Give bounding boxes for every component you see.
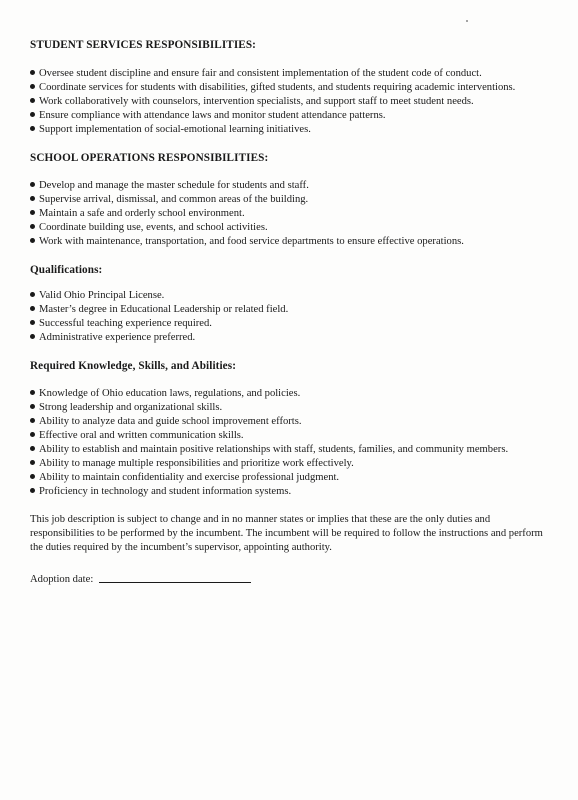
list-item-text: Ability to maintain confidentiality and exercise professional judgment. (39, 472, 340, 483)
knowledge-skills-section (30, 359, 548, 499)
list-item (30, 443, 548, 457)
bullet-icon (30, 292, 35, 297)
list-item (30, 235, 548, 249)
list-item (30, 303, 548, 317)
list-item (30, 81, 548, 95)
document-body (30, 38, 548, 587)
list-item-text: Supervise arrival, dismissal, and common areas of the building. (39, 194, 309, 205)
student-services-section (30, 38, 548, 137)
student-services-list (30, 67, 548, 137)
list-item (30, 221, 548, 235)
list-item (30, 193, 548, 207)
bullet-icon (30, 474, 35, 479)
bullet-icon (30, 404, 35, 409)
bullet-icon (30, 224, 35, 229)
list-item-text: Support implementation of social-emotional learning initiatives. (39, 124, 311, 135)
list-item-text: Coordinate services for students with disabilities, gifted students, and students requiring academic interventions. (39, 82, 516, 93)
section-heading-school-operations: SCHOOL OPERATIONS RESPONSIBILITIES: (30, 152, 269, 164)
disclaimer-paragraph: This job description is subject to change and in no manner states or implies that these are the only duties and responsibilities to be performed by the incumbent. The incumbent will be required to follow the instructions and perform the duties required by the incumbent’s supervisor, appointing authority. (30, 514, 543, 553)
bullet-icon (30, 182, 35, 187)
bullet-icon (30, 432, 35, 437)
list-item (30, 457, 548, 471)
bullet-icon (30, 84, 35, 89)
section-heading-qualifications: Qualifications: (30, 264, 103, 276)
list-item-text: Valid Ohio Principal License. (39, 290, 165, 301)
list-item-text: Maintain a safe and orderly school environment. (39, 208, 245, 219)
list-item-text: Strong leadership and organizational skills. (39, 402, 223, 413)
list-item (30, 207, 548, 221)
list-item-text: Ensure compliance with attendance laws and monitor student attendance patterns. (39, 110, 386, 121)
list-item-text: Oversee student discipline and ensure fair and consistent implementation of the student code of conduct. (39, 68, 482, 79)
bullet-icon (30, 70, 35, 75)
section-heading-student-services: STUDENT SERVICES RESPONSIBILITIES: (30, 39, 257, 51)
list-item (30, 289, 548, 303)
bullet-icon (30, 446, 35, 451)
bullet-icon (30, 126, 35, 131)
bullet-icon (30, 98, 35, 103)
list-item (30, 123, 548, 137)
school-operations-list (30, 179, 548, 249)
list-item-text: Develop and manage the master schedule for students and staff. (39, 180, 309, 191)
bullet-icon (30, 210, 35, 215)
list-item-text: Administrative experience preferred. (39, 332, 196, 343)
list-item-text: Coordinate building use, events, and school activities. (39, 222, 268, 233)
qualifications-list (30, 289, 548, 345)
list-item (30, 387, 548, 401)
scan-speck (466, 20, 468, 22)
section-heading-knowledge-skills: Required Knowledge, Skills, and Abilities: (30, 360, 237, 372)
adoption-date-blank (99, 582, 251, 583)
list-item (30, 95, 548, 109)
list-item (30, 485, 548, 499)
list-item-text: Work with maintenance, transportation, and food service departments to ensure effective operations. (39, 236, 464, 247)
bullet-icon (30, 306, 35, 311)
bullet-icon (30, 320, 35, 325)
list-item (30, 317, 548, 331)
list-item-text: Successful teaching experience required. (39, 318, 212, 329)
list-item-text: Master’s degree in Educational Leadership or related field. (39, 304, 289, 315)
bullet-icon (30, 488, 35, 493)
list-item (30, 415, 548, 429)
bullet-icon (30, 112, 35, 117)
list-item-text: Ability to establish and maintain positive relationships with staff, students, families, and community members. (39, 444, 509, 455)
adoption-date-row (30, 573, 548, 587)
qualifications-section (30, 263, 548, 345)
bullet-icon (30, 238, 35, 243)
bullet-icon (30, 460, 35, 465)
list-item-text: Ability to manage multiple responsibilities and prioritize work effectively. (39, 458, 354, 469)
list-item (30, 401, 548, 415)
list-item-text: Work collaboratively with counselors, intervention specialists, and support staff to meet student needs. (39, 96, 474, 107)
bullet-icon (30, 196, 35, 201)
list-item-text: Proficiency in technology and student information systems. (39, 486, 292, 497)
list-item (30, 429, 548, 443)
knowledge-skills-list (30, 387, 548, 499)
list-item-text: Knowledge of Ohio education laws, regulations, and policies. (39, 388, 301, 399)
list-item (30, 109, 548, 123)
adoption-date-label: Adoption date: (30, 574, 94, 585)
list-item-text: Ability to analyze data and guide school improvement efforts. (39, 416, 302, 427)
bullet-icon (30, 390, 35, 395)
bullet-icon (30, 334, 35, 339)
list-item (30, 331, 548, 345)
list-item (30, 67, 548, 81)
school-operations-section (30, 151, 548, 249)
list-item (30, 179, 548, 193)
bullet-icon (30, 418, 35, 423)
list-item-text: Effective oral and written communication skills. (39, 430, 244, 441)
list-item (30, 471, 548, 485)
